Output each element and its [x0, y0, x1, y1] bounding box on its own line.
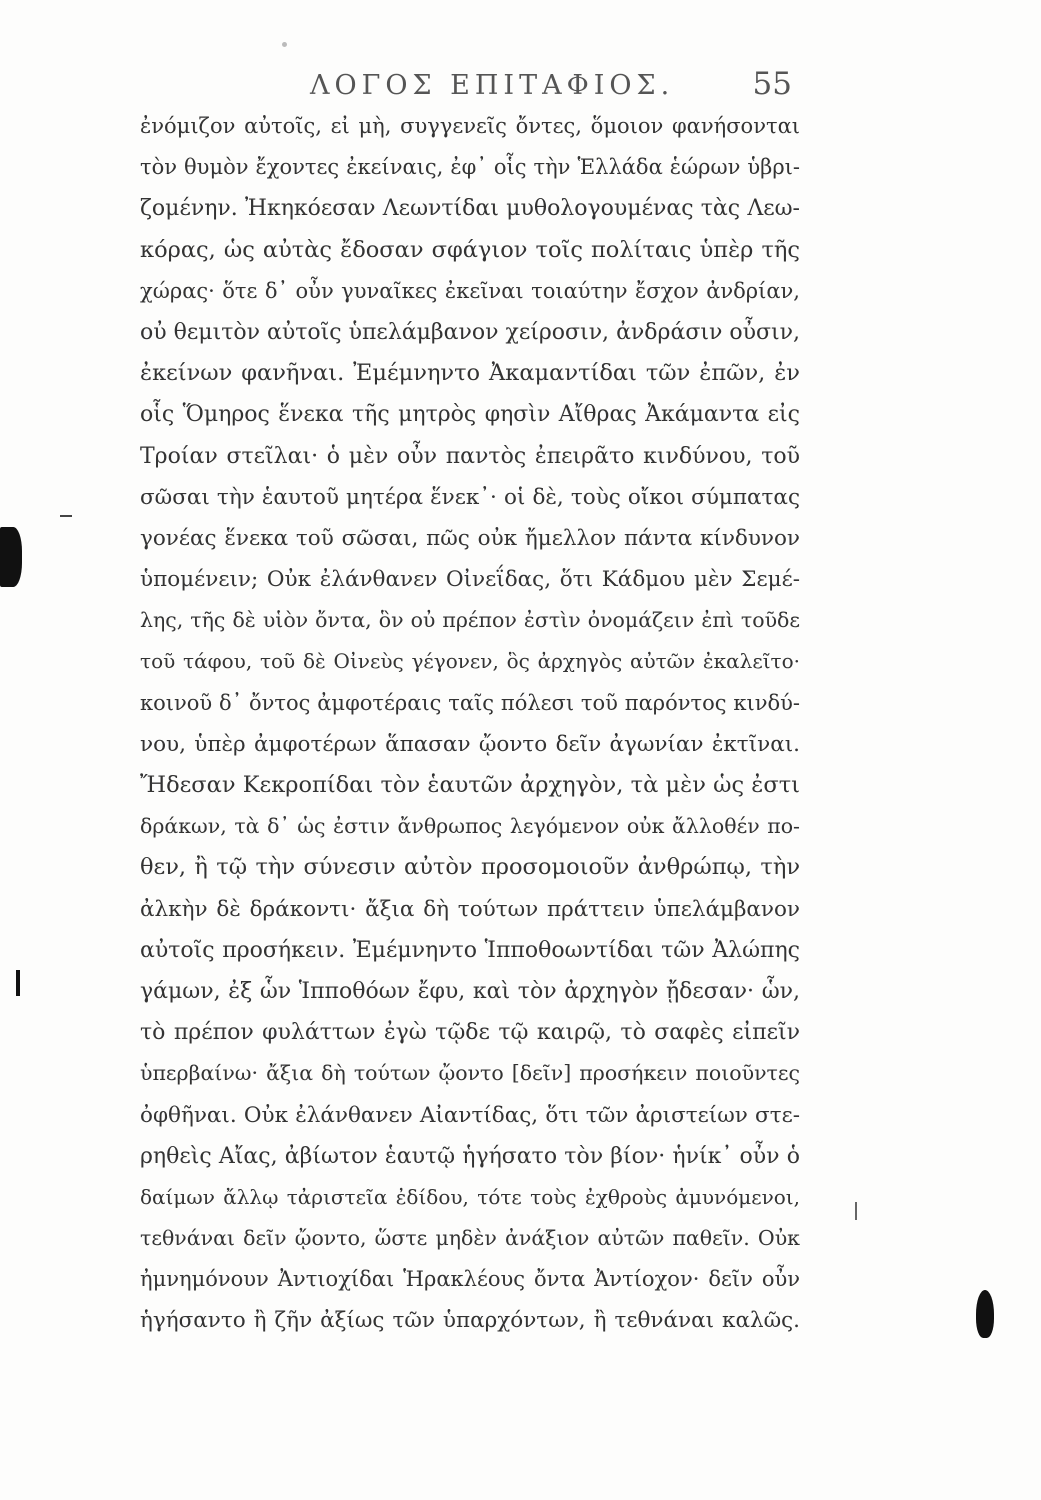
- text-line: θεν, ἢ τῷ τὴν σύνεσιν αὐτὸν προσομοιοῦν ἀνθρώπῳ, τὴν: [140, 854, 800, 881]
- text-line: δαίμων ἄλλῳ τἀριστεῖα ἐδίδου, τότε τοὺς ἐχθροὺς ἀμυνόμενοι,: [140, 1184, 800, 1209]
- text-line: τὸ πρέπον φυλάττων ἐγὼ τῷδε τῷ καιρῷ, τὸ σαφὲς εἰπεῖν: [140, 1020, 800, 1046]
- text-line: τὸν θυμὸν ἔχοντες ἐκείναις, ἐφ᾽ οἷς τὴν Ἑλλάδα ἑώρων ὑβρι-: [140, 155, 800, 180]
- ink-speck: [282, 42, 287, 47]
- text-line: τεθνάναι δεῖν ᾤοντο, ὥστε μηδὲν ἀνάξιον αὐτῶν παθεῖν. Οὐκ: [140, 1226, 800, 1251]
- text-line: ὀφθῆναι. Οὐκ ἐλάνθανεν Αἰαντίδας, ὅτι τῶν ἀριστείων στε-: [140, 1102, 800, 1128]
- text-line: ρηθεὶς Αἴας, ἀβίωτον ἑαυτῷ ἡγήσατο τὸν βίον· ἡνίκ᾽ οὖν ὁ: [140, 1143, 800, 1169]
- text-line: Τροίαν στεῖλαι· ὁ μὲν οὖν παντὸς ἐπειρᾶτο κινδύνου, τοῦ: [140, 443, 800, 469]
- ink-blot: [976, 1290, 994, 1338]
- ink-blot: [0, 527, 22, 587]
- text-line: τοῦ τάφου, τοῦ δὲ Οἰνεὺς γέγονεν, ὃς ἀρχηγὸς αὐτῶν ἐκαλεῖτο·: [140, 649, 800, 674]
- text-line: κοινοῦ δ᾽ ὄντος ἀμφοτέραις ταῖς πόλεσι τοῦ παρόντος κινδύ-: [140, 690, 800, 715]
- page-number: 55: [752, 66, 792, 102]
- text-line: ἠμνημόνουν Ἀντιοχίδαι Ἡρακλέους ὄντα Ἀντίοχον· δεῖν οὖν: [140, 1267, 800, 1292]
- text-line: ἐκείνων φανῆναι. Ἐμέμνηντο Ἀκαμαντίδαι τῶν ἐπῶν, ἐν: [140, 360, 800, 387]
- text-line: λης, τῆς δὲ υἱὸν ὄντα, ὃν οὐ πρέπον ἐστὶν ὀνομάζειν ἐπὶ τοῦδε: [140, 608, 800, 633]
- body-text: [140, 106, 800, 1342]
- margin-mark: [855, 1202, 857, 1220]
- ink-mark: [16, 970, 20, 996]
- text-line: ἀλκὴν δὲ δράκοντι· ἄξια δὴ τούτων πράττειν ὑπελάμβανον: [140, 896, 800, 922]
- text-line: ἡγήσαντο ἢ ζῆν ἀξίως τῶν ὑπαρχόντων, ἢ τεθνάναι καλῶς.: [140, 1308, 800, 1334]
- margin-dash: [60, 515, 72, 517]
- text-line: ὑπερβαίνω· ἄξια δὴ τούτων ᾤοντο [δεῖν] προσήκειν ποιοῦντες: [140, 1061, 800, 1086]
- text-line: ζομένην. Ἠκηκόεσαν Λεωντίδαι μυθολογουμένας τὰς Λεω-: [140, 196, 800, 222]
- text-line: δράκων, τὰ δ᾽ ὡς ἐστιν ἄνθρωπος λεγόμενον οὐκ ἄλλοθέν πο-: [140, 814, 800, 839]
- running-head: ΛΟΓΟΣ ΕΠΙΤΑΦΙΟΣ.: [310, 70, 675, 101]
- text-line: οἷς Ὅμηρος ἕνεκα τῆς μητρὸς φησὶν Αἴθρας Ἀκάμαντα εἰς: [140, 402, 800, 428]
- text-line: χώρας· ὅτε δ᾽ οὖν γυναῖκες ἐκεῖναι τοιαύτην ἔσχον ἀνδρίαν,: [140, 278, 800, 303]
- text-line: σῶσαι τὴν ἑαυτοῦ μητέρα ἕνεκ᾽· οἱ δὲ, τοὺς οἴκοι σύμπατας: [140, 484, 800, 510]
- text-line: γάμων, ἐξ ὧν Ἱπποθόων ἔφυ, καὶ τὸν ἀρχηγὸν ᾔδεσαν· ὧν,: [140, 978, 800, 1004]
- text-line: αὐτοῖς προσήκειν. Ἐμέμνηντο Ἱπποθοωντίδαι τῶν Ἀλώπης: [140, 937, 800, 963]
- text-line: νου, ὑπὲρ ἀμφοτέρων ἅπασαν ᾤοντο δεῖν ἀγωνίαν ἐκτῖναι.: [140, 731, 800, 757]
- text-line: οὐ θεμιτὸν αὐτοῖς ὑπελάμβανον χείροσιν, ἀνδράσιν οὖσιν,: [140, 319, 800, 345]
- text-line: ὑπομένειν; Οὐκ ἐλάνθανεν Οἰνεΐδας, ὅτι Κάδμου μὲν Σεμέ-: [140, 567, 800, 593]
- text-line: γονέας ἕνεκα τοῦ σῶσαι, πῶς οὐκ ἤμελλον πάντα κίνδυνον: [140, 525, 800, 551]
- text-line: Ἤδεσαν Κεκροπίδαι τὸν ἑαυτῶν ἀρχηγὸν, τὰ μὲν ὡς ἐστι: [140, 772, 800, 798]
- page-header: [140, 66, 800, 106]
- text-line: ἐνόμιζον αὐτοῖς, εἰ μὴ, συγγενεῖς ὄντες, ὅμοιον φανήσονται: [140, 114, 800, 138]
- text-line: κόρας, ὡς αὐτὰς ἔδοσαν σφάγιον τοῖς πολίταις ὑπὲρ τῆς: [140, 236, 800, 263]
